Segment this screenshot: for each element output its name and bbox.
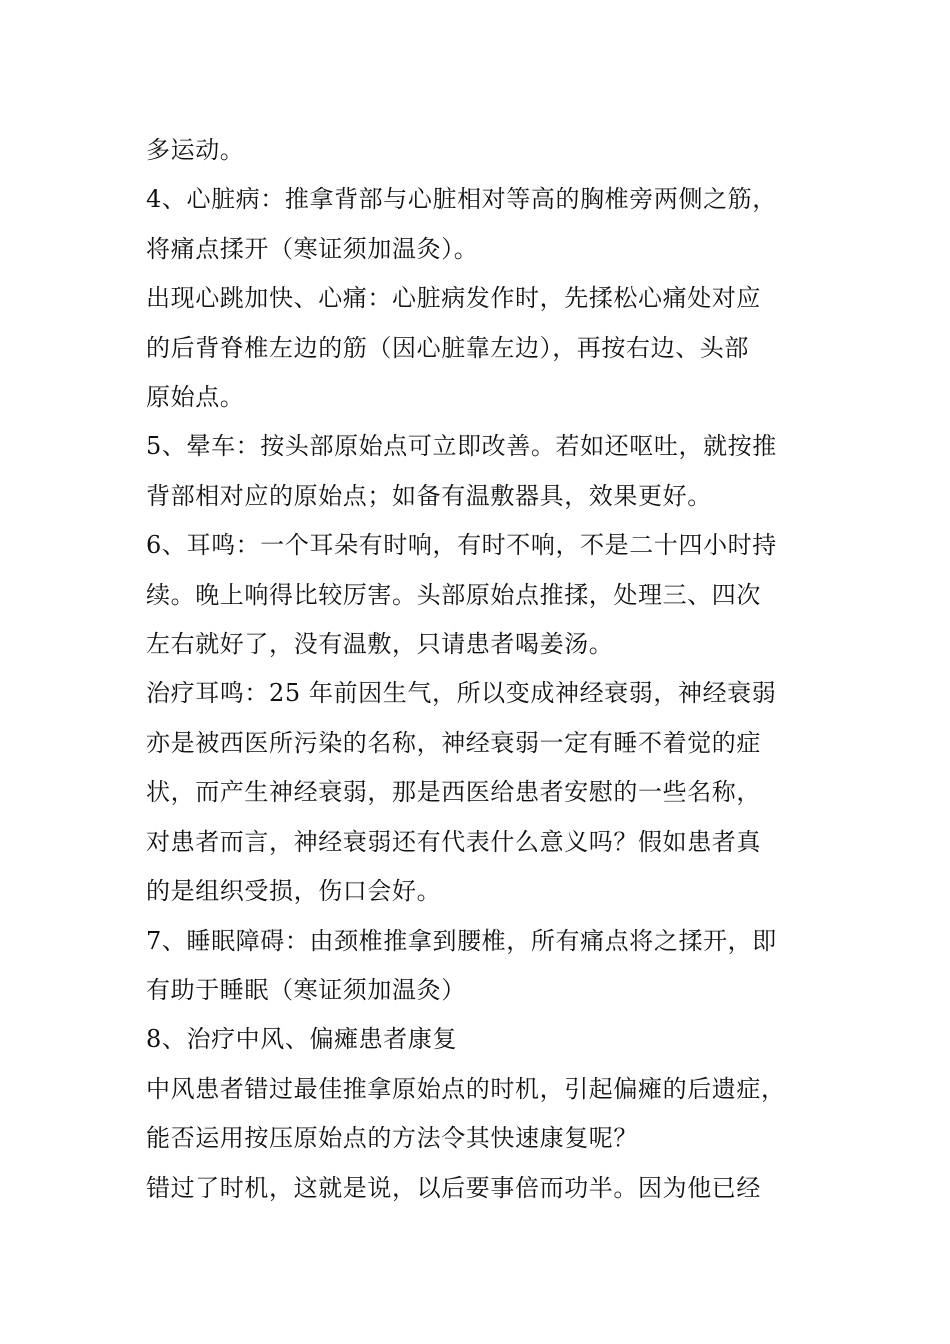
text-line: 亦是被西医所污染的名称，神经衰弱一定有睡不着觉的症	[146, 728, 761, 757]
text-line: 4、心脏病：推拿背部与心脏相对等高的胸椎旁两侧之筋，	[146, 185, 777, 214]
text-line: 出现心跳加快、心痛：心脏病发作时，先揉松心痛处对应	[146, 284, 761, 313]
text-line: 能否运用按压原始点的方法令其快速康复呢？	[146, 1124, 638, 1153]
text-line: 背部相对应的原始点；如备有温敷器具，效果更好。	[146, 481, 712, 510]
text-line: 7、睡眠障碍：由颈椎推拿到腰椎，所有痛点将之揉开，即	[146, 926, 777, 955]
text-line: 的是组织受损，伤口会好。	[146, 877, 442, 906]
text-line: 对患者而言，神经衰弱还有代表什么意义吗？假如患者真	[146, 827, 761, 856]
text-line: 治疗耳鸣：25 年前因生气，所以变成神经衰弱，神经衰弱	[146, 679, 777, 708]
text-line: 6、耳鸣：一个耳朵有时响，有时不响，不是二十四小时持	[146, 531, 777, 560]
text-line: 有助于睡眠（寒证须加温灸）	[146, 975, 466, 1004]
text-line: 8、治疗中风、偏瘫患者康复	[146, 1025, 458, 1054]
text-line: 多运动。	[146, 136, 245, 164]
text-line: 错过了时机，这就是说，以后要事倍而功半。因为他已经	[146, 1173, 761, 1202]
text-line: 将痛点揉开（寒证须加温灸）。	[146, 234, 479, 263]
text-line: 原始点。	[146, 383, 245, 412]
text-line: 左右就好了，没有温敷，只请患者喝姜汤。	[146, 630, 614, 659]
text-line: 5、晕车：按头部原始点可立即改善。若如还呕吐，就按推	[146, 432, 777, 461]
text-line: 状，而产生神经衰弱，那是西医给患者安慰的一些名称，	[146, 778, 761, 807]
text-line: 续。晚上响得比较厉害。头部原始点推揉，处理三、四次	[146, 580, 761, 609]
text-line: 中风患者错过最佳推拿原始点的时机，引起偏瘫的后遗症，	[146, 1074, 786, 1103]
text-line: 的后背脊椎左边的筋（因心脏靠左边），再按右边、头部	[146, 333, 749, 362]
document-body	[146, 126, 806, 1213]
